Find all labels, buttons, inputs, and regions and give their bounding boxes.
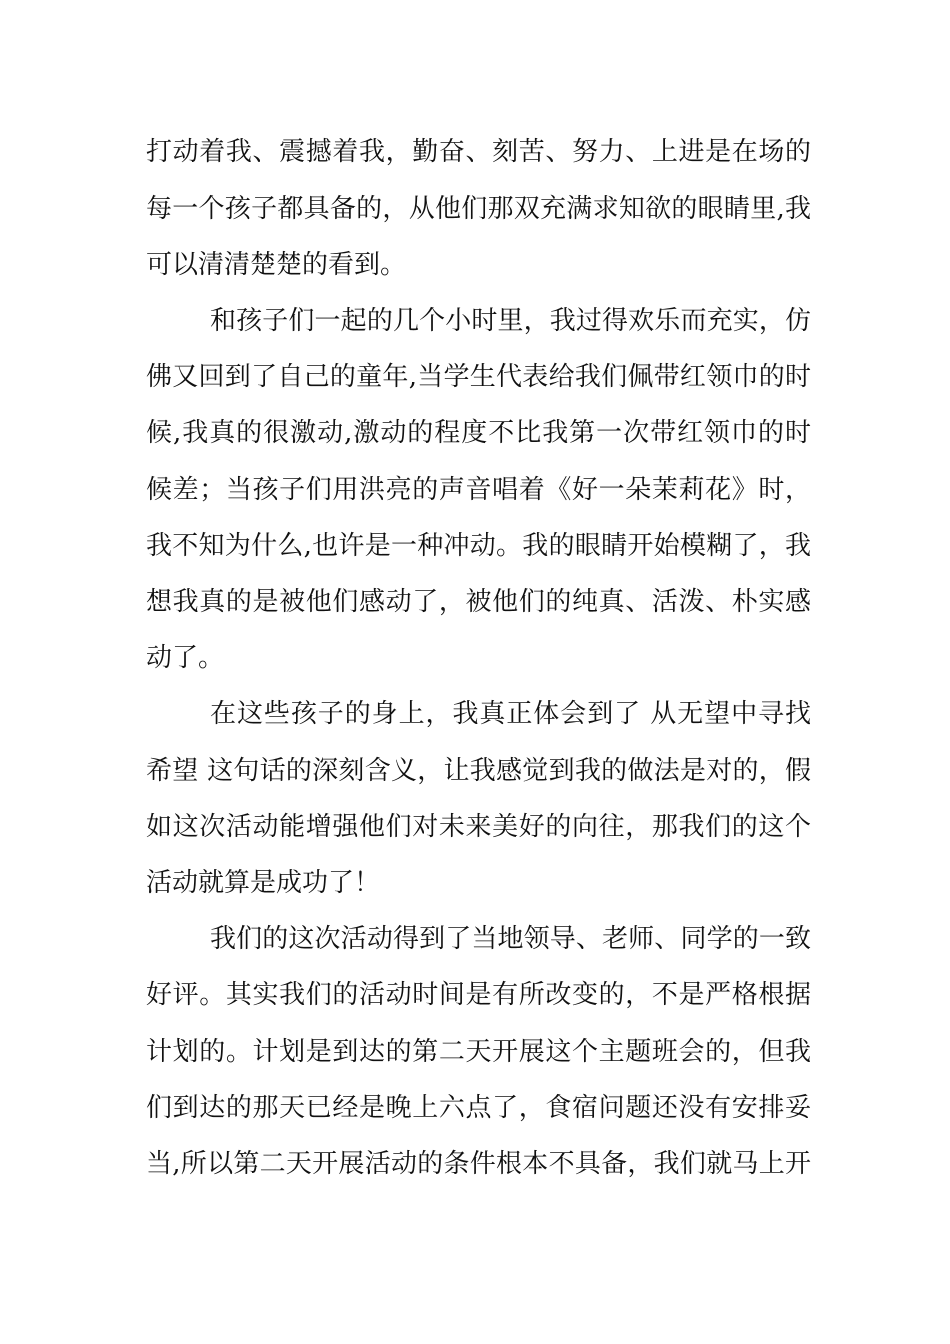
text-line: 想我真的是被他们感动了，被他们的纯真、活泼、朴实感 — [146, 587, 811, 617]
text-line: 好评。其实我们的活动时间是有所改变的，不是严格根据 — [146, 980, 811, 1010]
text-line: 动了。 — [146, 643, 225, 673]
text-line: 打动着我、震撼着我，勤奋、刻苦、努力、上进是在场的 — [146, 137, 811, 167]
text-line: 我不知为什么,也许是一种冲动。我的眼睛开始模糊了，我 — [146, 531, 811, 561]
text-line: 候差；当孩子们用洪亮的声音唱着《好一朵茉莉花》时， — [146, 475, 811, 505]
text-line: 候,我真的很激动,激动的程度不比我第一次带红领巾的时 — [146, 418, 811, 448]
paragraph-first-line: 我们的这次活动得到了当地领导、老师、同学的一致 — [210, 924, 811, 954]
text-line: 可以清清楚楚的看到。 — [146, 250, 407, 280]
paragraph-first-line: 和孩子们一起的几个小时里，我过得欢乐而充实，仿 — [210, 306, 811, 336]
text-line: 当,所以第二天开展活动的条件根本不具备，我们就马上开 — [146, 1149, 811, 1179]
text-line: 希望 这句话的深刻含义，让我感觉到我的做法是对的，假 — [146, 756, 811, 786]
text-line: 每一个孩子都具备的，从他们那双充满求知欲的眼睛里,我 — [146, 194, 811, 224]
text-line: 佛又回到了自己的童年,当学生代表给我们佩带红领巾的时 — [146, 362, 811, 392]
text-line: 如这次活动能增强他们对未来美好的向往，那我们的这个 — [146, 812, 811, 842]
text-line: 计划的。计划是到达的第二天开展这个主题班会的，但我 — [146, 1037, 811, 1067]
paragraph-first-line: 在这些孩子的身上，我真正体会到了 从无望中寻找 — [210, 699, 811, 729]
text-line: 们到达的那天已经是晚上六点了，食宿问题还没有安排妥 — [146, 1093, 811, 1123]
text-line: 活动就算是成功了！ — [146, 868, 381, 898]
